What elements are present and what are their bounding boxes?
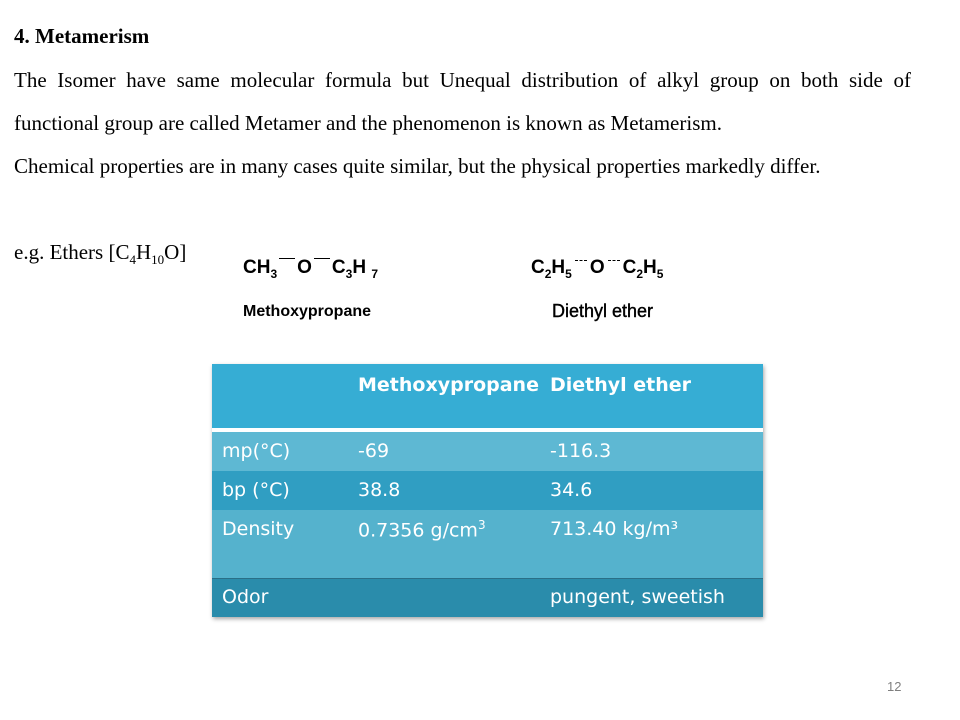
formula-text: CH [243,257,271,278]
formula-text: H [551,257,566,278]
table-cell: -69 [358,440,390,462]
formula-name-diethyl-ether: Diethyl ether [552,301,654,321]
table-cell: pungent, sweetish [550,586,725,608]
formula-subscript: 2 [636,266,644,281]
table-row [212,471,763,510]
table-cell-label: bp (°C) [222,479,290,501]
formula-diethyl-ether [531,257,663,281]
properties-paragraph: Chemical properties are in many cases quite similar, but the physical properties markedly differ. [14,154,821,178]
comparison-table [212,364,763,617]
table-cell-label: mp(°C) [222,440,291,462]
density-exponent: 3 [477,518,486,532]
formula-text: C [331,257,346,278]
formula-text: H [643,257,657,278]
table-cell [358,518,486,541]
table-cell: 713.40 kg/m³ [550,518,679,540]
formula-text: H [352,257,372,278]
formula-subscript: 2 [544,266,552,281]
formula-text: O [297,257,312,278]
table-cell-label: Density [222,518,295,540]
formula-text: O [589,257,605,278]
formula-subscript: 3 [270,266,278,281]
single-bond [279,258,295,259]
density-value: 0.7356 g/cm [358,519,478,542]
table-cell: -116.3 [550,440,612,462]
single-bond [314,258,330,259]
table-header-cell: Methoxypropane [358,374,539,396]
table-cell: 34.6 [550,479,593,501]
formula-text: C [531,257,545,278]
table-cell: 38.8 [358,479,401,501]
formula-subscript: 5 [656,266,664,281]
page-number: 12 [887,679,902,694]
example-sub-h: 10 [151,252,165,268]
example-h: H [135,240,152,264]
example-line [14,231,186,281]
formula-subscript: 7 [371,266,379,281]
table-row [212,579,763,617]
formula-text: C [622,257,637,278]
single-bond [608,260,620,261]
formula-subscript: 5 [565,266,572,281]
slide-heading: 4. Metamerism [14,24,150,48]
formula-subscript: 3 [345,266,353,281]
formula-methoxypropane [243,257,378,281]
example-suffix: O] [164,240,187,264]
example-sub-c: 4 [129,252,136,268]
table-header-row [212,364,763,432]
table-row [212,510,763,579]
formula-name-methoxypropane: Methoxypropane [243,303,372,320]
table-row [212,432,763,471]
example-prefix: e.g. Ethers [C [14,240,130,264]
single-bond [575,260,587,261]
table-cell-label: Odor [222,586,269,608]
table-header-cell: Diethyl ether [550,374,692,396]
definition-paragraph: The Isomer have same molecular formula but Unequal distribution of alkyl group on both side of functional group are called Metamer and the phenomenon is known as Metamerism. [14,68,911,135]
